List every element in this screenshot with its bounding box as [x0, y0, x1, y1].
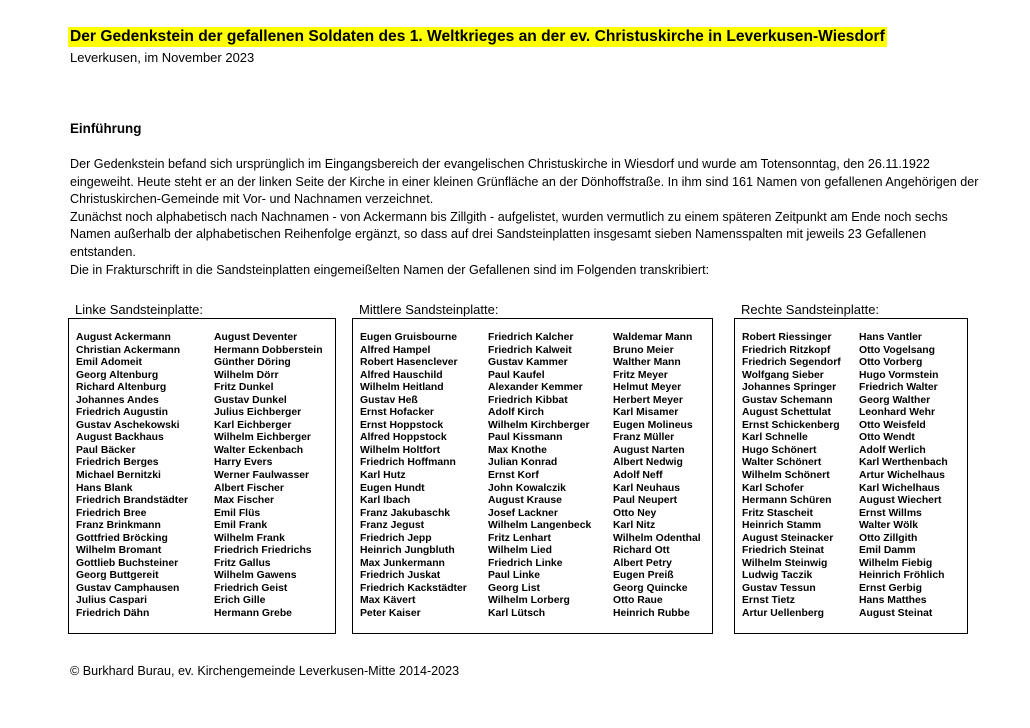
soldier-name: Julian Konrad [488, 457, 558, 469]
soldier-name: Friedrich Brandstädter [76, 495, 189, 507]
soldier-name: Gustav Kammer [488, 357, 568, 369]
soldier-name: Hugo Schönert [742, 444, 817, 456]
soldier-name: Wilhelm Eichberger [214, 432, 311, 444]
soldier-name: Georg Walther [859, 394, 931, 406]
name-column [613, 332, 701, 621]
soldier-name: Fritz Gallus [214, 557, 271, 569]
intro-paragraph: Zunächst noch alphabetisch nach Nachnamen - von Ackermann bis Zillgith - aufgelistet, wurden vermutlich zu einem späteren Zeitpunkt am Ende noch sechs Namen außerhalb der alphabetischen Reihenfolge ergänzt, so dass auf drei Sandsteinplatten insgesamt sieben Namensspalten mit jeweils 23 Gefallenen entstanden. [70, 209, 948, 259]
soldier-name: Paul Kissmann [488, 432, 563, 444]
soldier-name: Friedrich Kalcher [488, 332, 574, 343]
soldier-name: Artur Wichelhaus [859, 470, 945, 482]
soldier-name: Karl Hutz [360, 470, 406, 482]
soldier-name: August Schettulat [742, 407, 831, 419]
soldier-name: Friedrich Linke [488, 557, 563, 569]
soldier-name: Friedrich Dähn [76, 608, 150, 620]
soldier-name: Christian Ackermann [76, 344, 181, 356]
soldier-name: Wilhelm Frank [214, 532, 285, 544]
soldier-name: Friedrich Geist [214, 582, 288, 594]
soldier-name: Wilhelm Holtfort [360, 444, 441, 456]
soldier-name: Emil Adomeit [76, 357, 143, 369]
soldier-name: August Deventer [214, 332, 298, 343]
soldier-name: Günther Döring [214, 357, 291, 369]
soldier-name: Otto Weisfeld [859, 419, 926, 431]
soldier-name: Peter Kaiser [360, 608, 421, 620]
soldier-name: Wilhelm Gawens [214, 570, 297, 582]
soldier-name: Robert Riessinger [742, 332, 832, 343]
soldier-name: Heinrich Jungbluth [360, 545, 455, 557]
soldier-name: Otto Zillgith [859, 532, 918, 544]
soldier-name: Fritz Meyer [613, 369, 668, 381]
soldier-name: Wilhelm Lorberg [488, 595, 570, 607]
soldier-name: Albert Nedwig [613, 457, 683, 469]
soldier-name: Karl Schofer [742, 482, 804, 494]
soldier-name: Friedrich Berges [76, 457, 159, 469]
soldier-name: Wilhelm Odenthal [613, 532, 701, 544]
soldier-name: Robert Hasenclever [360, 357, 458, 369]
soldier-name: Hans Blank [76, 482, 133, 494]
soldier-name: Wilhelm Langenbeck [488, 520, 592, 532]
soldier-name: Adolf Neff [613, 470, 663, 482]
soldier-name: Paul Bäcker [76, 444, 136, 456]
soldier-name: Wilhelm Bromant [76, 545, 162, 557]
soldier-name: Ernst Hoppstock [360, 419, 444, 431]
soldier-name: August Krause [488, 495, 562, 507]
soldier-name: Wolfgang Sieber [742, 369, 824, 381]
soldier-name: Max Junkermann [360, 557, 445, 569]
soldier-name: Karl Misamer [613, 407, 679, 419]
soldier-name: Josef Lackner [488, 507, 558, 519]
soldier-name: Julius Caspari [76, 595, 148, 607]
soldier-name: Gustav Dunkel [214, 394, 287, 406]
soldier-name: Ernst Tietz [742, 595, 795, 607]
soldier-name: Adolf Werlich [859, 444, 926, 456]
soldier-name: Karl Ibach [360, 495, 411, 507]
panel-right [734, 318, 968, 634]
soldier-name: Emil Flüs [214, 507, 261, 519]
soldier-name: Artur Uellenberg [742, 608, 824, 620]
soldier-name: Emil Damm [859, 545, 916, 557]
soldier-name: Eugen Gruisbourne [360, 332, 457, 343]
soldier-name: Ernst Willms [859, 507, 922, 519]
soldier-name: Georg Quincke [613, 582, 688, 594]
soldier-name: Georg Buttgereit [76, 570, 159, 582]
soldier-name: Fritz Dunkel [214, 382, 274, 394]
soldier-name: Wilhelm Dörr [214, 369, 279, 381]
soldier-name: Friedrich Ritzkopf [742, 344, 831, 356]
soldier-name: Eugen Molineus [613, 419, 693, 431]
soldier-name: Friedrich Friedrichs [214, 545, 312, 557]
soldier-name: Ernst Schickenberg [742, 419, 840, 431]
soldier-name: Adolf Kirch [488, 407, 544, 419]
soldier-name: Friedrich Steinat [742, 545, 824, 557]
soldier-name: Erich Gille [214, 595, 266, 607]
soldier-name: Harry Evers [214, 457, 273, 469]
soldier-name: Richard Altenburg [76, 382, 167, 394]
soldier-name: Gustav Tessun [742, 582, 816, 594]
name-column [214, 332, 323, 621]
soldier-name: Georg Altenburg [76, 369, 159, 381]
intro-heading: Einführung [70, 121, 142, 136]
soldier-name: Helmut Meyer [613, 382, 682, 394]
soldier-name: Alexander Kemmer [488, 382, 583, 394]
soldier-name: Paul Linke [488, 570, 540, 582]
panel-left [68, 318, 336, 634]
document-subtitle: Leverkusen, im November 2023 [70, 50, 255, 65]
soldier-name: Walter Eckenbach [214, 444, 304, 456]
soldier-name: Gottlieb Buchsteiner [76, 557, 179, 569]
soldier-name: Ludwig Taczik [742, 570, 813, 582]
soldier-name: Wilhelm Heitland [360, 382, 444, 394]
soldier-name: Julius Eichberger [214, 407, 302, 419]
name-column [488, 332, 591, 621]
soldier-name: August Wiechert [859, 495, 942, 507]
soldier-name: Otto Vorberg [859, 357, 923, 369]
soldier-name: Walther Mann [613, 357, 681, 369]
soldier-name: Gustav Aschekowski [76, 419, 180, 431]
soldier-name: Alfred Hauschild [360, 369, 443, 381]
soldier-name: Karl Wichelhaus [859, 482, 940, 494]
soldier-name: Friedrich Juskat [360, 570, 441, 582]
soldier-name: Heinrich Stamm [742, 520, 822, 532]
soldier-name: Franz Jakubaschk [360, 507, 451, 519]
soldier-name: Herbert Meyer [613, 394, 683, 406]
soldier-name: Johannes Springer [742, 382, 837, 394]
soldier-name: Friedrich Hoffmann [360, 457, 456, 469]
panel-label-middle: Mittlere Sandsteinplatte: [359, 302, 499, 317]
soldier-name: Richard Ott [613, 545, 670, 557]
soldier-name: Friedrich Kalweit [488, 344, 572, 356]
soldier-name: Hans Vantler [859, 332, 922, 343]
soldier-name: Paul Kaufel [488, 369, 545, 381]
panel-label-left: Linke Sandsteinplatte: [75, 302, 203, 317]
soldier-name: Karl Schnelle [742, 432, 808, 444]
soldier-name: Albert Petry [613, 557, 672, 569]
soldier-name: Georg List [488, 582, 540, 594]
soldier-name: Karl Nitz [613, 520, 656, 532]
soldier-name: Waldemar Mann [613, 332, 693, 343]
soldier-name: Bruno Meier [613, 344, 674, 356]
soldier-name: Heinrich Rubbe [613, 608, 690, 620]
panel-middle [352, 318, 713, 634]
soldier-name: Hans Matthes [859, 595, 927, 607]
soldier-name: Emil Frank [214, 520, 268, 532]
soldier-name: August Ackermann [76, 332, 171, 343]
soldier-name: Friedrich Kibbat [488, 394, 568, 406]
soldier-name: Hermann Dobberstein [214, 344, 323, 356]
soldier-name: Leonhard Wehr [859, 407, 936, 419]
soldier-name: Gustav Heß [360, 394, 418, 406]
soldier-name: Ernst Gerbig [859, 582, 922, 594]
soldier-name: Walter Wölk [859, 520, 919, 532]
soldier-name: Otto Vogelsang [859, 344, 936, 356]
soldier-name: Friedrich Augustin [76, 407, 168, 419]
footer-copyright: © Burkhard Burau, ev. Kirchengemeinde Leverkusen-Mitte 2014-2023 [70, 664, 460, 678]
soldier-name: Max Fischer [214, 495, 275, 507]
document-title: Der Gedenkstein der gefallenen Soldaten des 1. Weltkrieges an der ev. Christuskirche in Leverkusen-Wiesdorf [70, 28, 885, 45]
soldier-name: Alfred Hoppstock [360, 432, 447, 444]
soldier-name: Wilhelm Kirchberger [488, 419, 590, 431]
soldier-name: Karl Neuhaus [613, 482, 680, 494]
soldier-name: Karl Werthenbach [859, 457, 948, 469]
soldier-name: Wilhelm Fiebig [859, 557, 933, 569]
soldier-name: Wilhelm Schönert [742, 470, 830, 482]
soldier-name: Karl Eichberger [214, 419, 292, 431]
name-column [76, 332, 188, 621]
soldier-name: Franz Müller [613, 432, 675, 444]
soldier-name: Albert Fischer [214, 482, 284, 494]
soldier-name: Alfred Hampel [360, 344, 431, 356]
soldier-name: Max Knothe [488, 444, 547, 456]
soldier-name: Johannes Andes [76, 394, 159, 406]
soldier-name: Friedrich Bree [76, 507, 147, 519]
intro-paragraph: Die in Frakturschrift in die Sandsteinplatten eingemeißelten Namen der Gefallenen sind im Folgenden transkribiert: [70, 262, 710, 277]
soldier-name: Fritz Stascheit [742, 507, 814, 519]
soldier-name: Hermann Grebe [214, 608, 292, 620]
name-column [859, 332, 948, 621]
soldier-name: Max Kävert [360, 595, 416, 607]
soldier-name: Otto Wendt [859, 432, 915, 444]
intro-paragraph: Der Gedenkstein befand sich ursprünglich im Eingangsbereich der evangelischen Christuskirche in Wiesdorf und wurde am Totensonntag, den 26.11.1922 eingeweiht. Heute steht er an der linken Seite der Kirche in einer kleinen Grünfläche an der Dönhoffstraße. In ihm sind 161 Namen von gefallenen Angehörigen der Christuskirchen-Gemeinde mit Vor- und Nachnamen verzeichnet. [70, 157, 979, 207]
soldier-name: Friedrich Walter [859, 382, 938, 394]
soldier-name: Ernst Hofacker [360, 407, 434, 419]
soldier-name: August Backhaus [76, 432, 164, 444]
soldier-name: Wilhelm Steinwig [742, 557, 828, 569]
soldier-name: Fritz Lenhart [488, 532, 551, 544]
soldier-name: August Steinacker [742, 532, 834, 544]
intro-text [70, 156, 985, 279]
soldier-name: Hugo Vormstein [859, 369, 939, 381]
soldier-name: Franz Brinkmann [76, 520, 161, 532]
soldier-name: Michael Bernitzki [76, 470, 161, 482]
soldier-name: Wilhelm Lied [488, 545, 552, 557]
name-column [360, 332, 467, 621]
soldier-name: Ernst Korf [488, 470, 539, 482]
soldier-name: Eugen Preiß [613, 570, 674, 582]
soldier-name: Friedrich Segendorf [742, 357, 841, 369]
soldier-name: Gottfried Bröcking [76, 532, 168, 544]
soldier-name: Otto Raue [613, 595, 663, 607]
panel-label-right: Rechte Sandsteinplatte: [741, 302, 880, 317]
soldier-name: Werner Faulwasser [214, 470, 310, 482]
soldier-name: August Narten [613, 444, 685, 456]
soldier-name: Heinrich Fröhlich [859, 570, 945, 582]
name-column [742, 332, 841, 621]
soldier-name: Hermann Schüren [742, 495, 832, 507]
soldier-name: Franz Jegust [360, 520, 425, 532]
soldier-name: Walter Schönert [742, 457, 822, 469]
soldier-name: Eugen Hundt [360, 482, 425, 494]
soldier-name: John Kowalczik [488, 482, 566, 494]
soldier-name: Friedrich Kackstädter [360, 582, 467, 594]
soldier-name: Friedrich Jepp [360, 532, 432, 544]
soldier-name: Karl Lütsch [488, 608, 546, 620]
soldier-name: Paul Neupert [613, 495, 678, 507]
soldier-name: August Steinat [859, 608, 933, 620]
soldier-name: Gustav Camphausen [76, 582, 180, 594]
soldier-name: Gustav Schemann [742, 394, 833, 406]
soldier-name: Otto Ney [613, 507, 657, 519]
